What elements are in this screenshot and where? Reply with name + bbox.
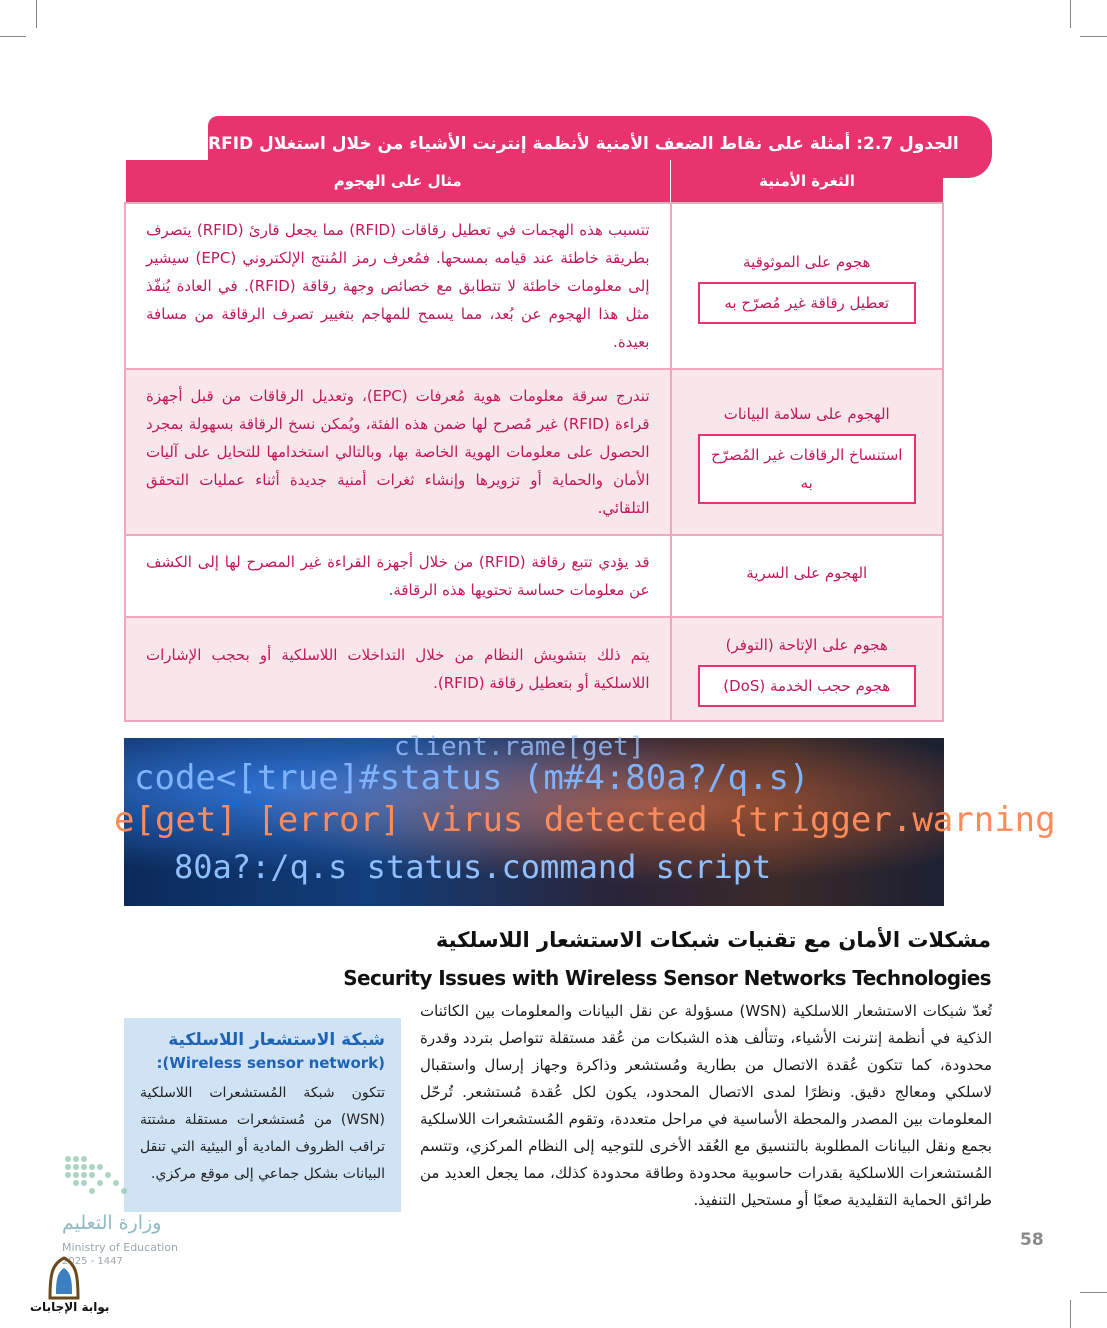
col-header-example: مثال على الهجوم — [125, 160, 671, 203]
example-cell: قد يؤدي تتبع رقاقة (RFID) من خلال أجهزة القراءة غير المصرح لها إلى الكشف عن معلومات حساسة تحتويها هذه الرقاقة. — [125, 535, 671, 617]
example-cell: تتسبب هذه الهجمات في تعطيل رقاقات (RFID) مما يجعل قارئ (RFID) يتصرف بطريقة خاطئة عند قيامه بمسحها. فمُعرف رمز المُنتج الإلكتروني (EPC) سيشير إلى معلومات خاطئة لا تتطابق مع خصائص وجهة رقاقة (RFID). في العادة يُنفّذ مثل هذا الهجوم عن بُعد، مما يسمح للمهاجم بتغيير تصرف الرقاقة من مسافة بعيدة. — [125, 203, 671, 369]
crop-mark — [1080, 1292, 1107, 1293]
section-body-text: تُعدّ شبكات الاستشعار اللاسلكية (WSN) مسؤولة عن نقل البيانات والمعلومات بين الكائنات الذكية في أنظمة إنترنت الأشياء، وتتألف هذه الشبكات من عُقد مستقلة تتواصل بتردد وقدرة محدودة، كما تتكون عُقدة الاتصال من بطارية ومُستشعر وذاكرة وجهاز إرسال واستقبال لاسلكي ومعالج دقيق. ونظرًا لمدى الاتصال المحدود، يكون لكل عُقدة مُستشعر. تُرحّل المعلومات بين المصدر والمحطة الأساسية في مراحل متعددة، وتقوم المُستشعرات اللاسلكية بجمع ونقل البيانات المطلوبة بالتنسيق مع العُقد الأخرى للتوجيه إلى النظام المركزي، وتتسم المُستشعرات اللاسلكية بقدرات حاسوبية محدودة وطاقة محدودة كذلك، مما يجعل العديد من طرائق الحماية التقليدية صعبًا أو مستحيل التنفيذ. — [420, 1002, 993, 1209]
table-row — [125, 535, 943, 617]
vuln-subtype-box: استنساخ الرقاقات غير المُصرّح به — [698, 434, 917, 504]
definition-subtitle: (Wireless sensor network): — [156, 1054, 385, 1072]
code-line: 80a?:/q.s status.command script — [174, 848, 772, 886]
ministry-year: 2025 - 1447 — [62, 1256, 123, 1267]
portal-logo-icon — [44, 1256, 84, 1300]
crop-mark — [36, 0, 37, 28]
vuln-title: هجوم على الإتاحة (التوفر) — [725, 636, 888, 654]
table-row — [125, 203, 943, 369]
code-line: e[get] [error] virus detected {trigger.warning — [114, 800, 1056, 840]
vuln-subtype-box: هجوم حجب الخدمة (DoS) — [698, 665, 917, 707]
vuln-cell — [671, 617, 944, 721]
definition-text: تتكون شبكة المُستشعرات اللاسلكية (WSN) من مُستشعرات مستقلة مشتتة تراقب الظروف المادية أو البيئية التي تنقل البيانات بشكل جماعي إلى موقع مركزي. — [140, 1085, 385, 1182]
code-line: code<[true]#status (m#4:80a?/q.s) — [134, 758, 810, 798]
section-title-arabic: مشكلات الأمان مع تقنيات شبكات الاستشعار اللاسلكية — [435, 928, 991, 952]
vuln-cell — [671, 203, 944, 369]
crop-mark — [1080, 36, 1107, 37]
security-table — [124, 160, 944, 722]
page-number: 58 — [1020, 1230, 1044, 1250]
vuln-cell — [671, 369, 944, 535]
vuln-subtype-box: تعطيل رقاقة غير مُصرّح به — [698, 282, 917, 324]
vuln-cell — [671, 535, 944, 617]
code-screen-image — [114, 732, 1056, 906]
code-line: client.rame[get] — [394, 732, 645, 762]
vuln-title: الهجوم على سلامة البيانات — [723, 405, 890, 423]
ministry-name-english: Ministry of Education — [62, 1241, 179, 1254]
table-header-row — [125, 160, 943, 203]
vuln-title: الهجوم على السرية — [746, 564, 868, 582]
crop-mark — [1070, 1300, 1071, 1328]
table-caption-text: الجدول 2.7: أمثلة على نقاط الضعف الأمنية لأنظمة إنترنت الأشياء من خلال استغلال RFID — [208, 134, 959, 154]
section-title-english: Security Issues with Wireless Sensor Networks Technologies — [343, 966, 991, 990]
portal-name: بوابة الإجابات — [30, 1300, 110, 1314]
example-cell: تندرج سرقة معلومات هوية مُعرفات (EPC)، وتعديل الرقاقات من قبل أجهزة قراءة (RFID) غير مُصرح لها ضمن هذه الفئة، ويُمكن نسخ الرقاقة بسهولة بمجرد الحصول على معلومات الهوية الخاصة بها، وبالتالي استخدامها للتحايل على آليات الأمان والحماية أو تزويرها وإنشاء ثغرات أمنية جديدة أثناء عمليات التحقق التلقائي. — [125, 369, 671, 535]
crop-mark — [1070, 0, 1071, 28]
ministry-name-arabic: وزارة التعليم — [62, 1212, 162, 1234]
vuln-title: هجوم على الموثوقية — [743, 253, 871, 271]
definition-title: شبكة الاستشعار اللاسلكية — [168, 1030, 385, 1050]
example-cell: يتم ذلك بتشويش النظام من خلال التداخلات اللاسلكية أو بحجب الإشارات اللاسلكية أو بتعطيل رقاقة (RFID). — [125, 617, 671, 721]
table-row — [125, 617, 943, 721]
crop-mark — [0, 36, 26, 37]
table-row — [125, 369, 943, 535]
col-header-vulnerability: الثغرة الأمنية — [671, 160, 944, 203]
